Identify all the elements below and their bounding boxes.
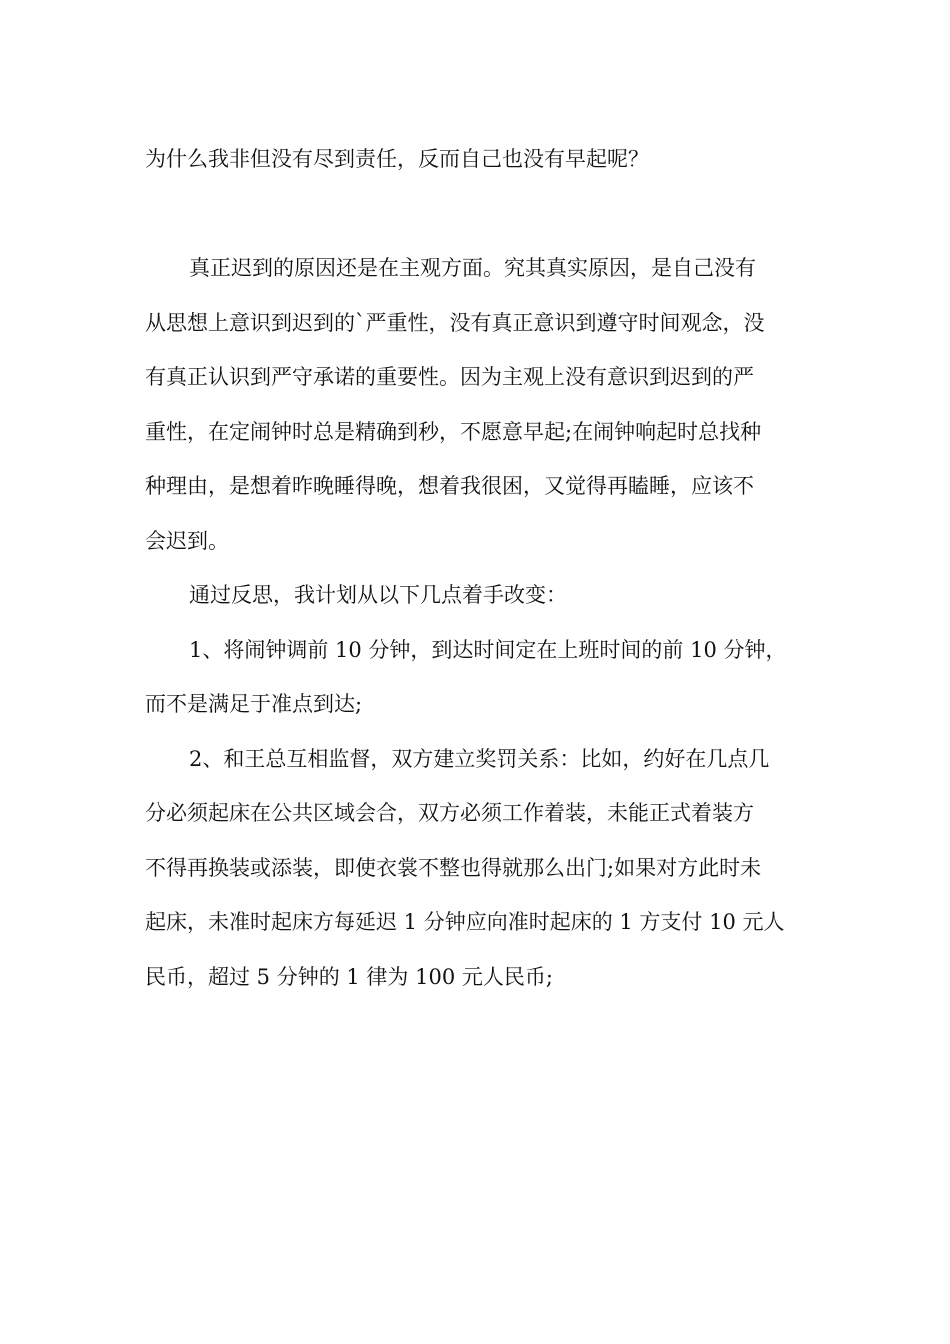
text-line: 重性，在定闹钟时总是精确到秒，不愿意早起;在闹钟响起时总找种: [145, 419, 762, 444]
text-line: 1、将闹钟调前 10 分钟，到达时间定在上班时间的前 10 分钟，: [189, 637, 787, 662]
text-line: 2、和王总互相监督，双方建立奖罚关系：比如，约好在几点几: [189, 746, 770, 771]
text-line: 真正迟到的原因还是在主观方面。究其真实原因，是自己没有: [189, 256, 756, 280]
text-line: 起床，未准时起床方每延迟 1 分钟应向准时起床的 1 方支付 10 元人: [145, 910, 785, 934]
text-line: 民币，超过 5 分钟的 1 律为 100 元人民币;: [145, 964, 553, 989]
text-line: 种理由，是想着昨晚睡得晚，想着我很困，又觉得再瞌睡，应该不: [145, 474, 754, 498]
text-line: 分必须起床在公共区域会合，双方必须工作着装，未能正式着装方: [145, 801, 754, 825]
paragraph-gap: [145, 187, 810, 242]
text-line: 通过反思，我计划从以下几点着手改变：: [189, 583, 567, 607]
text-line: 从思想上意识到迟到的`严重性，没有真正意识到遵守时间观念，没: [145, 310, 765, 335]
text-line: 为什么我非但没有尽到责任，反而自己也没有早起呢？: [145, 147, 649, 171]
document-body: [145, 132, 810, 1004]
text-line: 而不是满足于准点到达;: [145, 692, 363, 716]
text-line: 会迟到。: [145, 528, 229, 553]
text-line: 不得再换装或添装，即使衣裳不整也得就那么出门;如果对方此时未: [145, 855, 762, 880]
text-line: 有真正认识到严守承诺的重要性。因为主观上没有意识到迟到的严: [145, 365, 754, 389]
